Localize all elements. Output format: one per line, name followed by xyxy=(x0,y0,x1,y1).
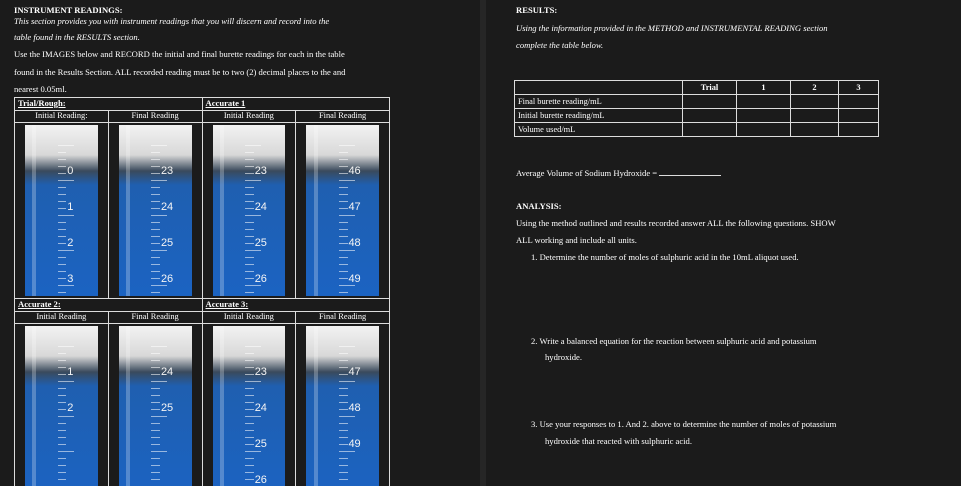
graduation-tick xyxy=(245,360,254,361)
graduation-tick xyxy=(339,374,348,375)
scale-number: 48 xyxy=(348,237,361,249)
graduation-tick xyxy=(245,243,254,244)
graduation-tick xyxy=(245,278,254,279)
graduation-tick xyxy=(339,215,355,216)
graduation-tick xyxy=(58,208,67,209)
graduation-tick xyxy=(151,346,167,347)
burette-image xyxy=(306,125,379,296)
graduation-tick xyxy=(151,285,167,286)
graduation-tick xyxy=(58,215,74,216)
graduation-tick xyxy=(151,236,160,237)
graduation-tick xyxy=(151,423,160,424)
graduation-tick xyxy=(58,180,74,181)
graduation-tick xyxy=(151,472,160,473)
graduation-tick xyxy=(151,278,160,279)
graduation-tick xyxy=(339,395,348,396)
graduation-tick xyxy=(151,374,160,375)
graduation-tick xyxy=(151,229,160,230)
scale-number: 26 xyxy=(254,474,267,486)
graduation-tick xyxy=(151,152,160,153)
results-header-cell: 3 xyxy=(839,81,879,95)
graduation-tick xyxy=(245,353,254,354)
scale-number: 24 xyxy=(160,366,174,378)
graduation-tick xyxy=(339,360,348,361)
scale-number: 25 xyxy=(254,438,267,450)
input-cell[interactable] xyxy=(791,95,839,109)
table-row xyxy=(515,109,879,123)
graduation-tick xyxy=(245,367,254,368)
graduation-tick xyxy=(151,395,160,396)
graduation-tick xyxy=(245,166,254,167)
graduation-tick xyxy=(58,367,67,368)
graduation-tick xyxy=(58,353,67,354)
graduation-tick xyxy=(151,479,160,480)
scale-number: 2 xyxy=(67,402,74,414)
instrument-readings-page xyxy=(0,0,480,486)
graduation-tick xyxy=(58,472,67,473)
graduation-tick xyxy=(58,201,67,202)
graduation-tick xyxy=(245,430,254,431)
graduation-tick xyxy=(58,423,67,424)
graduation-tick xyxy=(339,271,348,272)
graduation-tick xyxy=(151,194,160,195)
scale-number: 25 xyxy=(160,237,174,249)
input-cell[interactable] xyxy=(683,109,737,123)
graduation-tick xyxy=(245,472,254,473)
analysis-line-1: Using the method outlined and results recorded answer ALL the following questions. SHOW xyxy=(516,218,836,228)
graduation-tick xyxy=(151,166,160,167)
graduation-tick xyxy=(58,152,67,153)
initial-reading-label: Initial Reading xyxy=(202,111,296,123)
burette-image xyxy=(213,326,286,486)
results-header-cell xyxy=(515,81,683,95)
graduation-tick xyxy=(58,479,67,480)
scale-number: 24 xyxy=(160,201,174,213)
scale-number: 47 xyxy=(348,366,361,378)
input-cell[interactable] xyxy=(791,123,839,137)
scale-number: 1 xyxy=(67,366,74,378)
scale-number: 49 xyxy=(348,438,361,450)
input-cell[interactable] xyxy=(839,123,879,137)
input-cell[interactable] xyxy=(737,109,791,123)
graduation-tick xyxy=(245,250,261,251)
graduation-tick xyxy=(245,423,254,424)
graduation-tick xyxy=(151,222,160,223)
analysis-heading: ANALYSIS: xyxy=(516,201,562,211)
group-title: Accurate 1 xyxy=(202,98,390,111)
graduation-tick xyxy=(245,381,261,382)
graduation-tick xyxy=(245,159,254,160)
scale-number: 23 xyxy=(254,366,267,378)
input-cell[interactable] xyxy=(737,123,791,137)
graduation-tick xyxy=(339,465,348,466)
question-3-line-2: hydroxide that reacted with sulphuric acid. xyxy=(545,436,693,446)
results-heading: RESULTS: xyxy=(516,5,558,15)
graduation-tick xyxy=(245,374,254,375)
graduation-tick xyxy=(339,292,348,293)
results-intro-line-2: complete the table below. xyxy=(516,40,604,50)
input-cell[interactable] xyxy=(791,109,839,123)
graduation-tick xyxy=(58,236,67,237)
instrument-readings-heading: INSTRUMENT READINGS: xyxy=(14,5,123,15)
intro-line-1: This section provides you with instrument readings that you will discern and record into the xyxy=(14,16,330,26)
graduation-tick xyxy=(58,285,74,286)
graduation-tick xyxy=(151,243,160,244)
final-reading-label: Final Reading xyxy=(296,312,390,324)
graduation-tick xyxy=(58,402,67,403)
graduation-tick xyxy=(245,222,254,223)
results-header-cell: Trial xyxy=(683,81,737,95)
graduation-tick xyxy=(245,346,261,347)
scale-number: 24 xyxy=(254,201,267,213)
average-volume-text: Average Volume of Sodium Hydroxide = xyxy=(516,168,658,178)
graduation-tick xyxy=(58,416,74,417)
graduation-tick xyxy=(339,472,348,473)
table-row xyxy=(515,123,879,137)
graduation-tick xyxy=(339,430,348,431)
graduation-tick xyxy=(58,346,74,347)
graduation-tick xyxy=(245,201,254,202)
scale-number: 48 xyxy=(348,402,361,414)
graduation-tick xyxy=(58,229,67,230)
graduation-tick xyxy=(58,166,67,167)
results-page xyxy=(486,0,961,486)
graduation-tick xyxy=(151,360,160,361)
graduation-tick xyxy=(245,402,254,403)
graduation-tick xyxy=(151,381,167,382)
graduation-tick xyxy=(151,409,160,410)
scale-number: 0 xyxy=(67,165,74,177)
intro-line-2: table found in the RESULTS section. xyxy=(14,32,140,42)
graduation-tick xyxy=(151,437,160,438)
graduation-tick xyxy=(245,388,254,389)
graduation-tick xyxy=(151,353,160,354)
scale-number: 46 xyxy=(348,165,361,177)
graduation-tick xyxy=(339,416,355,417)
input-cell[interactable] xyxy=(683,95,737,109)
graduation-tick xyxy=(58,409,67,410)
graduation-tick xyxy=(245,458,254,459)
results-header-cell: 1 xyxy=(737,81,791,95)
group-title: Accurate 2: xyxy=(15,299,203,312)
graduation-tick xyxy=(245,215,261,216)
graduation-tick xyxy=(339,278,348,279)
question-3-line-1: 3. Use your responses to 1. And 2. above to determine the number of moles of potassium xyxy=(531,419,837,429)
instruction-line-3: nearest 0.05ml. xyxy=(14,84,67,94)
graduation-tick xyxy=(151,465,160,466)
graduation-tick xyxy=(151,402,160,403)
group-title: Accurate 3: xyxy=(202,299,390,312)
analysis-line-2: ALL working and include all units. xyxy=(516,235,637,245)
scale-number: 2 xyxy=(67,237,74,249)
final-reading-label: Final Reading xyxy=(108,312,202,324)
question-2-line-1: 2. Write a balanced equation for the reaction between sulphuric acid and potassium xyxy=(531,336,817,346)
graduation-tick xyxy=(151,292,160,293)
question-2-line-2: hydroxide. xyxy=(545,352,582,362)
graduation-tick xyxy=(339,257,348,258)
graduation-tick xyxy=(245,437,254,438)
input-cell[interactable] xyxy=(683,123,737,137)
graduation-tick xyxy=(339,201,348,202)
graduation-tick xyxy=(58,257,67,258)
graduation-tick xyxy=(339,353,348,354)
graduation-tick xyxy=(339,173,348,174)
graduation-tick xyxy=(339,346,355,347)
results-table xyxy=(514,80,879,137)
graduation-tick xyxy=(245,187,254,188)
graduation-tick xyxy=(339,458,348,459)
graduation-tick xyxy=(245,451,261,452)
graduation-tick xyxy=(58,437,67,438)
graduation-tick xyxy=(58,173,67,174)
graduation-tick xyxy=(245,236,254,237)
graduation-tick xyxy=(151,444,160,445)
graduation-tick xyxy=(245,292,254,293)
graduation-tick xyxy=(58,465,67,466)
graduation-tick xyxy=(151,367,160,368)
graduation-tick xyxy=(339,159,348,160)
graduation-tick xyxy=(151,271,160,272)
scale-number: 49 xyxy=(348,273,361,285)
results-intro-line-1: Using the information provided in the METHOD and INSTRUMENTAL READING section xyxy=(516,23,828,33)
graduation-tick xyxy=(339,381,355,382)
group-title: Trial/Rough: xyxy=(15,98,203,111)
burette-image xyxy=(119,326,192,486)
graduation-tick xyxy=(151,208,160,209)
graduation-tick xyxy=(58,243,67,244)
graduation-tick xyxy=(151,458,160,459)
final-reading-label: Final Reading xyxy=(296,111,390,123)
instruction-line-1: Use the IMAGES below and RECORD the initial and final burette readings for each in the table xyxy=(14,49,345,59)
burette-images-grid xyxy=(14,97,390,486)
graduation-tick xyxy=(58,159,67,160)
graduation-tick xyxy=(339,208,348,209)
graduation-tick xyxy=(58,458,67,459)
burette-image xyxy=(306,326,379,486)
graduation-tick xyxy=(339,250,355,251)
graduation-tick xyxy=(339,437,348,438)
graduation-tick xyxy=(245,145,261,146)
graduation-tick xyxy=(339,451,355,452)
graduation-tick xyxy=(151,257,160,258)
graduation-tick xyxy=(245,444,254,445)
input-cell[interactable] xyxy=(839,95,879,109)
graduation-tick xyxy=(245,180,261,181)
average-volume-blank[interactable] xyxy=(659,167,721,176)
graduation-tick xyxy=(245,194,254,195)
graduation-tick xyxy=(151,416,167,417)
graduation-tick xyxy=(339,187,348,188)
graduation-tick xyxy=(339,402,348,403)
graduation-tick xyxy=(245,208,254,209)
graduation-tick xyxy=(339,285,355,286)
graduation-tick xyxy=(245,409,254,410)
graduation-tick xyxy=(58,145,74,146)
graduation-tick xyxy=(339,409,348,410)
final-reading-label: Final Reading xyxy=(108,111,202,123)
graduation-tick xyxy=(58,430,67,431)
graduation-tick xyxy=(151,201,160,202)
graduation-tick xyxy=(151,388,160,389)
scale-number: 24 xyxy=(254,402,267,414)
burette-image xyxy=(213,125,286,296)
graduation-tick xyxy=(245,416,261,417)
graduation-tick xyxy=(339,479,348,480)
question-1: 1. Determine the number of moles of sulphuric acid in the 10mL aliquot used. xyxy=(531,252,799,262)
graduation-tick xyxy=(339,222,348,223)
graduation-tick xyxy=(245,229,254,230)
graduation-tick xyxy=(339,194,348,195)
graduation-tick xyxy=(151,187,160,188)
graduation-tick xyxy=(151,264,160,265)
graduation-tick xyxy=(245,465,254,466)
row-label: Volume used/mL xyxy=(515,123,683,137)
graduation-tick xyxy=(151,430,160,431)
graduation-tick xyxy=(339,423,348,424)
scale-number: 47 xyxy=(348,201,361,213)
graduation-tick xyxy=(245,285,261,286)
graduation-tick xyxy=(58,278,67,279)
burette-image xyxy=(119,125,192,296)
scale-number: 23 xyxy=(160,165,174,177)
results-header-cell: 2 xyxy=(791,81,839,95)
scale-number: 26 xyxy=(160,273,174,285)
graduation-tick xyxy=(58,222,67,223)
burette-image xyxy=(25,326,98,486)
table-row xyxy=(515,95,879,109)
initial-reading-label: Initial Reading xyxy=(202,312,296,324)
initial-reading-label: Initial Reading xyxy=(15,312,109,324)
graduation-tick xyxy=(339,152,348,153)
input-cell[interactable] xyxy=(737,95,791,109)
scale-number: 3 xyxy=(67,273,74,285)
graduation-tick xyxy=(245,257,254,258)
graduation-tick xyxy=(58,292,67,293)
scale-number: 25 xyxy=(254,237,267,249)
graduation-tick xyxy=(339,236,348,237)
graduation-tick xyxy=(151,451,167,452)
instruction-line-2: found in the Results Section. ALL recorded reading must be to two (2) decimal places to the and xyxy=(14,67,346,77)
graduation-tick xyxy=(245,479,254,480)
graduation-tick xyxy=(58,381,74,382)
initial-reading-label: Initial Reading: xyxy=(15,111,109,123)
input-cell[interactable] xyxy=(839,109,879,123)
graduation-tick xyxy=(245,173,254,174)
graduation-tick xyxy=(339,229,348,230)
graduation-tick xyxy=(58,374,67,375)
row-label: Final burette reading/mL xyxy=(515,95,683,109)
graduation-tick xyxy=(151,215,167,216)
graduation-tick xyxy=(339,180,355,181)
graduation-tick xyxy=(339,166,348,167)
graduation-tick xyxy=(58,444,67,445)
graduation-tick xyxy=(245,395,254,396)
graduation-tick xyxy=(151,145,167,146)
graduation-tick xyxy=(58,360,67,361)
graduation-tick xyxy=(58,388,67,389)
row-label: Initial burette reading/mL xyxy=(515,109,683,123)
graduation-tick xyxy=(151,159,160,160)
average-volume-label xyxy=(516,167,721,178)
burette-image xyxy=(25,125,98,296)
graduation-tick xyxy=(58,187,67,188)
scale-number: 23 xyxy=(254,165,267,177)
graduation-tick xyxy=(58,271,67,272)
graduation-tick xyxy=(58,451,74,452)
scale-number: 1 xyxy=(67,201,74,213)
graduation-tick xyxy=(339,145,355,146)
graduation-tick xyxy=(151,250,167,251)
graduation-tick xyxy=(339,243,348,244)
graduation-tick xyxy=(339,367,348,368)
graduation-tick xyxy=(58,194,67,195)
graduation-tick xyxy=(339,388,348,389)
graduation-tick xyxy=(245,152,254,153)
graduation-tick xyxy=(339,444,348,445)
graduation-tick xyxy=(58,395,67,396)
scale-number: 25 xyxy=(160,402,174,414)
graduation-tick xyxy=(151,173,160,174)
scale-number: 26 xyxy=(254,273,267,285)
graduation-tick xyxy=(151,180,167,181)
graduation-tick xyxy=(58,264,67,265)
graduation-tick xyxy=(339,264,348,265)
graduation-tick xyxy=(245,271,254,272)
graduation-tick xyxy=(58,250,74,251)
graduation-tick xyxy=(245,264,254,265)
